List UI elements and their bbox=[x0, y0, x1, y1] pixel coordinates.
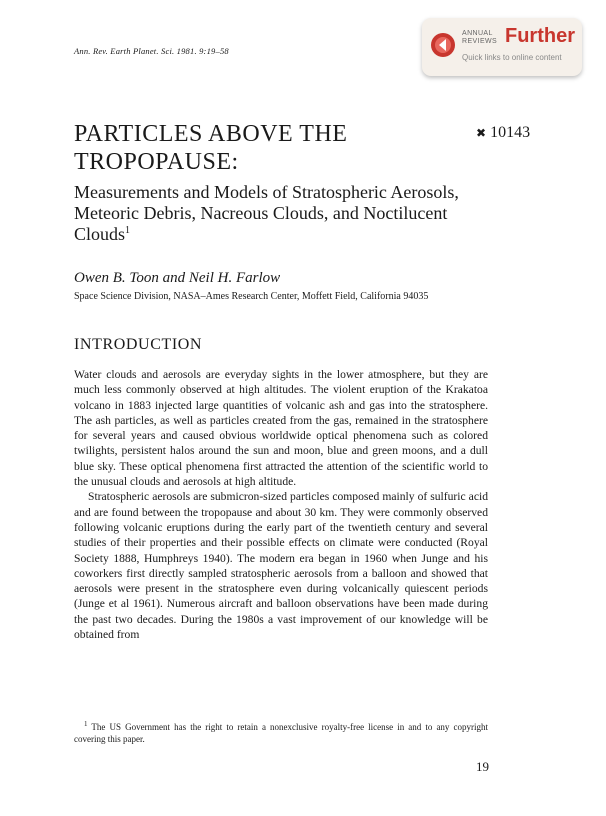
paper-subtitle-text: Measurements and Models of Stratospheric Aerosols, Meteoric Debris, Nacreous Clouds, and Noctilucent Clouds bbox=[74, 182, 459, 244]
cross-mark-icon: ✖ bbox=[476, 126, 487, 140]
journal-reference: Ann. Rev. Earth Planet. Sci. 1981. 9:19–58 bbox=[74, 46, 229, 56]
badge-brand: Further bbox=[505, 25, 575, 47]
paper-title: PARTICLES ABOVE THE TROPOPAUSE: bbox=[74, 121, 348, 175]
paragraph-1: Water clouds and aerosols are everyday sights in the lower atmosphere, but they are much less commonly observed at high altitudes. The violent eruption of the Krakatoa volcano in 1883 injected large quantities of volcanic ash and gas into the stratosphere. The ash particles, as well as particles created from the gas, remained in the stratosphere for several years and caused obvious worldwide optical phenomena such as colored twilights, persistent halos around the sun and moon, blue and green moons, and a dull blue sky. These optical phenomena first attracted the attention of the scientific world to the unusual clouds and aerosols at high altitude. bbox=[74, 368, 488, 489]
reference-number bbox=[476, 124, 530, 142]
badge-publisher-label bbox=[462, 30, 497, 46]
footnote-text: The US Government has the right to retain a nonexclusive royalty-free license in and to any copyright covering this paper. bbox=[74, 722, 489, 744]
further-arrow-icon bbox=[430, 32, 456, 58]
subtitle-footnote-mark: 1 bbox=[125, 225, 131, 236]
paper-authors: Owen B. Toon and Neil H. Farlow bbox=[74, 270, 281, 286]
badge-reviews-text: REVIEWS bbox=[462, 38, 498, 45]
annual-reviews-further-badge[interactable] bbox=[422, 18, 582, 76]
paper-subtitle bbox=[74, 182, 494, 245]
section-heading-introduction: INTRODUCTION bbox=[74, 336, 203, 353]
body-text bbox=[74, 367, 488, 642]
paragraph-2: Stratospheric aerosols are submicron-sized particles composed mainly of sulfuric acid and are found between the tropopause and about 30 km. They were commonly observed following volcanic eruptions during the early part of the twentieth century and several studies of their properties and their possible effects on climate were conducted (Royal Society 1888, Humphreys 1940). The modern era began in 1960 when Junge and his coworkers first directly sampled stratospheric aerosols from a balloon and showed that aerosols were present in the stratosphere even during volcanically quiescent periods (Junge et al 1961). Numerous aircraft and balloon observations have been made during the past two decades. During the 1980s a vast improvement of our knowledge will be obtained from bbox=[74, 490, 488, 642]
page-number: 19 bbox=[476, 759, 489, 774]
badge-subtitle: Quick links to online content bbox=[462, 53, 562, 62]
reference-number-text: 10143 bbox=[490, 124, 531, 141]
badge-annual-text: ANNUAL bbox=[462, 30, 493, 37]
author-affiliation: Space Science Division, NASA–Ames Research Center, Moffett Field, California 94035 bbox=[74, 291, 429, 302]
footnote-mark: 1 bbox=[84, 720, 88, 728]
footnote bbox=[74, 718, 488, 745]
